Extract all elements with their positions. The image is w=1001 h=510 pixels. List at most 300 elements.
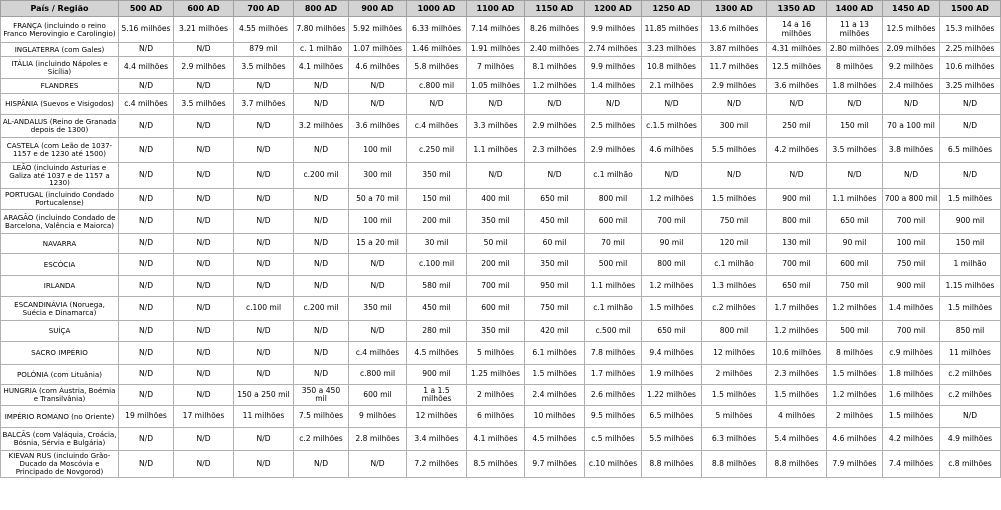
population-cell: 60 mil <box>525 234 585 254</box>
population-cell: 3.8 milhões <box>883 138 940 163</box>
population-cell: 1.2 milhões <box>525 79 585 94</box>
population-cell: N/D <box>234 210 294 234</box>
population-cell: 650 mil <box>767 276 827 297</box>
region-cell: HISPÂNIA (Suevos e Visigodos) <box>1 94 119 115</box>
population-cell: 750 mil <box>883 254 940 276</box>
population-cell: 11 a 13 milhões <box>827 17 883 43</box>
population-cell: 4.6 milhões <box>349 57 407 79</box>
population-cell: 350 mil <box>467 321 525 342</box>
region-cell: NAVARRA <box>1 234 119 254</box>
population-cell: 4.2 milhões <box>883 428 940 451</box>
table-row <box>1 234 1001 254</box>
population-cell: 4.1 milhões <box>467 428 525 451</box>
population-cell: 1.5 milhões <box>940 189 1001 210</box>
population-cell: 3.5 milhões <box>234 57 294 79</box>
population-cell: c.2 milhões <box>940 385 1001 406</box>
population-cell: 1.2 milhões <box>827 385 883 406</box>
population-cell: 1.5 milhões <box>642 297 702 321</box>
population-cell: N/D <box>174 79 234 94</box>
population-cell: 8.5 milhões <box>467 451 525 478</box>
population-cell: c.250 mil <box>407 138 467 163</box>
population-cell: 12 milhões <box>702 342 767 365</box>
population-cell: N/D <box>294 138 349 163</box>
population-cell: 8.1 milhões <box>525 57 585 79</box>
population-cell: 900 mil <box>940 210 1001 234</box>
population-cell: N/D <box>940 163 1001 189</box>
table-row <box>1 406 1001 428</box>
population-cell: N/D <box>119 210 174 234</box>
population-cell: N/D <box>174 297 234 321</box>
population-cell: 1 a 1.5 milhões <box>407 385 467 406</box>
population-cell: 5.8 milhões <box>407 57 467 79</box>
population-cell: 90 mil <box>827 234 883 254</box>
population-cell: N/D <box>174 365 234 385</box>
column-header-year: 1200 AD <box>585 1 642 17</box>
population-cell: 11.85 milhões <box>642 17 702 43</box>
population-cell: 850 mil <box>940 321 1001 342</box>
population-cell: N/D <box>294 451 349 478</box>
table-row <box>1 297 1001 321</box>
population-cell: 3.87 milhões <box>702 43 767 57</box>
population-cell: 7.8 milhões <box>585 342 642 365</box>
population-cell: 450 mil <box>525 210 585 234</box>
population-cell: N/D <box>174 138 234 163</box>
population-cell: 11 milhões <box>940 342 1001 365</box>
population-cell: 4.5 milhões <box>525 428 585 451</box>
population-cell: N/D <box>642 163 702 189</box>
population-cell: N/D <box>827 163 883 189</box>
population-cell: c.9 milhões <box>883 342 940 365</box>
table-row <box>1 189 1001 210</box>
region-cell: KIEVAN RUS (incluindo Grão-Ducado da Moscóvia e Principado de Novgorod) <box>1 451 119 478</box>
population-cell: 150 mil <box>827 115 883 138</box>
population-cell: N/D <box>174 276 234 297</box>
population-cell: 2.9 milhões <box>525 115 585 138</box>
population-cell: N/D <box>407 94 467 115</box>
population-cell: N/D <box>642 94 702 115</box>
population-cell: 100 mil <box>883 234 940 254</box>
population-cell: 1.2 milhões <box>642 276 702 297</box>
population-cell: N/D <box>119 365 174 385</box>
population-cell: c.5 milhões <box>585 428 642 451</box>
population-cell: 6.3 milhões <box>702 428 767 451</box>
population-cell: 5.5 milhões <box>702 138 767 163</box>
population-cell: 2.4 milhões <box>883 79 940 94</box>
table-row <box>1 163 1001 189</box>
population-cell: 13.6 milhões <box>702 17 767 43</box>
column-header-region: País / Região <box>1 1 119 17</box>
population-cell: 2.1 milhões <box>642 79 702 94</box>
table-row <box>1 428 1001 451</box>
region-cell: FLANDRES <box>1 79 119 94</box>
population-cell: 7.9 milhões <box>827 451 883 478</box>
column-header-year: 900 AD <box>349 1 407 17</box>
population-cell: 1.1 milhões <box>585 276 642 297</box>
population-cell: 5.4 milhões <box>767 428 827 451</box>
population-cell: N/D <box>525 94 585 115</box>
population-cell: 50 mil <box>467 234 525 254</box>
region-cell: SUÍÇA <box>1 321 119 342</box>
population-cell: 90 mil <box>642 234 702 254</box>
region-cell: INGLATERRA (com Gales) <box>1 43 119 57</box>
population-cell: N/D <box>883 94 940 115</box>
population-cell: 1.5 milhões <box>767 385 827 406</box>
population-cell: 3.23 milhões <box>642 43 702 57</box>
population-cell: 879 mil <box>234 43 294 57</box>
population-cell: c.10 milhões <box>585 451 642 478</box>
column-header-year: 700 AD <box>234 1 294 17</box>
population-cell: 500 mil <box>827 321 883 342</box>
region-cell: CASTELA (com Leão de 1037- 1157 e de 1230 até 1500) <box>1 138 119 163</box>
population-cell: N/D <box>174 385 234 406</box>
table-row <box>1 115 1001 138</box>
population-cell: 1.05 milhões <box>467 79 525 94</box>
population-cell: 5.5 milhões <box>642 428 702 451</box>
region-cell: ESCÓCIA <box>1 254 119 276</box>
population-cell: 4.5 milhões <box>407 342 467 365</box>
population-cell: N/D <box>119 163 174 189</box>
population-cell: 12 milhões <box>407 406 467 428</box>
population-cell: 1.22 milhões <box>642 385 702 406</box>
population-cell: 9 milhões <box>349 406 407 428</box>
population-cell: 1.7 milhões <box>767 297 827 321</box>
population-cell: 280 mil <box>407 321 467 342</box>
population-cell: 1.1 milhões <box>467 138 525 163</box>
population-cell: N/D <box>349 94 407 115</box>
population-cell: 650 mil <box>525 189 585 210</box>
region-cell: IRLANDA <box>1 276 119 297</box>
population-cell: 2.5 milhões <box>585 115 642 138</box>
population-cell: N/D <box>234 189 294 210</box>
population-cell: 700 mil <box>467 276 525 297</box>
population-cell: 6.5 milhões <box>940 138 1001 163</box>
population-cell: 2.40 milhões <box>525 43 585 57</box>
population-cell: N/D <box>234 321 294 342</box>
population-cell: 150 mil <box>407 189 467 210</box>
population-cell: N/D <box>174 189 234 210</box>
population-cell: 8.8 milhões <box>767 451 827 478</box>
population-cell: c.2 milhões <box>702 297 767 321</box>
population-cell: c.2 milhões <box>940 365 1001 385</box>
population-cell: N/D <box>294 234 349 254</box>
population-cell: c.100 mil <box>234 297 294 321</box>
population-cell: 580 mil <box>407 276 467 297</box>
population-cell: 7.4 milhões <box>883 451 940 478</box>
population-cell: c.1 milhão <box>585 297 642 321</box>
column-header-year: 1100 AD <box>467 1 525 17</box>
population-cell: 200 mil <box>407 210 467 234</box>
population-cell: N/D <box>174 163 234 189</box>
population-cell: 4.31 milhões <box>767 43 827 57</box>
table-row <box>1 385 1001 406</box>
population-cell: 1.5 milhões <box>827 365 883 385</box>
column-header-year: 1000 AD <box>407 1 467 17</box>
population-cell: 950 mil <box>525 276 585 297</box>
population-cell: 1.5 milhões <box>940 297 1001 321</box>
population-cell: N/D <box>119 138 174 163</box>
population-cell: N/D <box>940 115 1001 138</box>
population-cell: 8 milhões <box>827 57 883 79</box>
population-cell: N/D <box>294 189 349 210</box>
population-cell: N/D <box>174 342 234 365</box>
population-cell: 600 mil <box>349 385 407 406</box>
population-cell: 700 a 800 mil <box>883 189 940 210</box>
population-cell: 700 mil <box>883 210 940 234</box>
population-cell: 1.91 milhões <box>467 43 525 57</box>
population-cell: 650 mil <box>642 321 702 342</box>
column-header-year: 1250 AD <box>642 1 702 17</box>
population-cell: 8.8 milhões <box>702 451 767 478</box>
region-cell: HUNGRIA (com Áustria, Boémia e Transilvânia) <box>1 385 119 406</box>
population-cell: c. 1 milhão <box>294 43 349 57</box>
population-cell: c.2 milhões <box>294 428 349 451</box>
population-cell: 3.6 milhões <box>349 115 407 138</box>
region-cell: IMPÉRIO ROMANO (no Oriente) <box>1 406 119 428</box>
table-row <box>1 254 1001 276</box>
population-cell: 2.09 milhões <box>883 43 940 57</box>
region-cell: SACRO IMPÉRIO <box>1 342 119 365</box>
population-cell: 3.21 milhões <box>174 17 234 43</box>
population-cell: 7.80 milhões <box>294 17 349 43</box>
population-cell: N/D <box>174 428 234 451</box>
population-cell: 600 mil <box>585 210 642 234</box>
population-cell: 2.25 milhões <box>940 43 1001 57</box>
population-cell: N/D <box>119 428 174 451</box>
population-cell: 1.1 milhões <box>827 189 883 210</box>
population-cell: 70 mil <box>585 234 642 254</box>
region-cell: ITÁLIA (incluindo Nápoles e Sicília) <box>1 57 119 79</box>
population-cell: 3.6 milhões <box>767 79 827 94</box>
population-cell: 15 a 20 mil <box>349 234 407 254</box>
population-cell: 3.2 milhões <box>294 115 349 138</box>
population-cell: N/D <box>702 163 767 189</box>
population-cell: 14 a 16 milhões <box>767 17 827 43</box>
population-cell: 700 mil <box>767 254 827 276</box>
population-cell: N/D <box>234 276 294 297</box>
population-cell: 100 mil <box>349 138 407 163</box>
population-cell: 420 mil <box>525 321 585 342</box>
population-cell: 900 mil <box>883 276 940 297</box>
population-cell: 2.3 milhões <box>767 365 827 385</box>
population-cell: c.4 milhões <box>349 342 407 365</box>
population-cell: 9.5 milhões <box>585 406 642 428</box>
population-cell: 150 a 250 mil <box>234 385 294 406</box>
population-cell: N/D <box>349 254 407 276</box>
population-cell: N/D <box>940 406 1001 428</box>
population-cell: c.8 milhões <box>940 451 1001 478</box>
population-cell: 6.1 milhões <box>525 342 585 365</box>
population-cell: N/D <box>119 276 174 297</box>
population-cell: c.1.5 milhões <box>642 115 702 138</box>
population-cell: 120 mil <box>702 234 767 254</box>
population-cell: N/D <box>234 138 294 163</box>
population-cell: 8.8 milhões <box>642 451 702 478</box>
population-cell: N/D <box>467 94 525 115</box>
population-cell: 4.55 milhões <box>234 17 294 43</box>
population-cell: 10.8 milhões <box>642 57 702 79</box>
population-cell: 1.2 milhões <box>767 321 827 342</box>
population-cell: 4.1 milhões <box>294 57 349 79</box>
population-cell: 2 milhões <box>467 385 525 406</box>
population-cell: N/D <box>525 163 585 189</box>
population-cell: N/D <box>234 234 294 254</box>
population-cell: N/D <box>234 79 294 94</box>
population-cell: 1.8 milhões <box>883 365 940 385</box>
population-cell: 450 mil <box>407 297 467 321</box>
table-row <box>1 43 1001 57</box>
population-cell: 5.16 milhões <box>119 17 174 43</box>
population-cell: 1.07 milhões <box>349 43 407 57</box>
population-cell: 4.9 milhões <box>940 428 1001 451</box>
population-cell: N/D <box>294 276 349 297</box>
population-cell: 5 milhões <box>467 342 525 365</box>
population-cell: 1.25 milhões <box>467 365 525 385</box>
population-cell: 1.46 milhões <box>407 43 467 57</box>
population-cell: N/D <box>174 254 234 276</box>
header-row <box>1 1 1001 17</box>
population-cell: N/D <box>119 79 174 94</box>
region-cell: FRANÇA (incluindo o reino Franco Merovingio e Carolingio) <box>1 17 119 43</box>
population-cell: N/D <box>119 451 174 478</box>
population-cell: 15.3 milhões <box>940 17 1001 43</box>
table-row <box>1 57 1001 79</box>
population-cell: 1.2 milhões <box>642 189 702 210</box>
population-cell: 600 mil <box>467 297 525 321</box>
population-cell: 350 mil <box>407 163 467 189</box>
population-cell: 2.80 milhões <box>827 43 883 57</box>
population-cell: 3.3 milhões <box>467 115 525 138</box>
table-row <box>1 276 1001 297</box>
population-cell: c.100 mil <box>407 254 467 276</box>
region-cell: POLÓNIA (com Lituânia) <box>1 365 119 385</box>
population-cell: 7.5 milhões <box>294 406 349 428</box>
population-cell: N/D <box>234 451 294 478</box>
population-cell: 11.7 milhões <box>702 57 767 79</box>
table-row <box>1 451 1001 478</box>
population-cell: c.800 mil <box>407 79 467 94</box>
table-row <box>1 342 1001 365</box>
population-cell: N/D <box>294 210 349 234</box>
population-cell: 1 milhão <box>940 254 1001 276</box>
population-cell: 8.26 milhões <box>525 17 585 43</box>
population-cell: 900 mil <box>407 365 467 385</box>
population-cell: 130 mil <box>767 234 827 254</box>
population-cell: N/D <box>174 115 234 138</box>
population-cell: 2.6 milhões <box>585 385 642 406</box>
population-cell: 1.5 milhões <box>702 385 767 406</box>
population-cell: 300 mil <box>702 115 767 138</box>
population-cell: 1.5 milhões <box>883 406 940 428</box>
population-cell: 1.5 milhões <box>702 189 767 210</box>
population-cell: N/D <box>234 342 294 365</box>
population-cell: 12.5 milhões <box>767 57 827 79</box>
table-row <box>1 79 1001 94</box>
population-cell: 2 milhões <box>702 365 767 385</box>
population-cell: N/D <box>119 385 174 406</box>
table-row <box>1 210 1001 234</box>
table-row <box>1 365 1001 385</box>
population-cell: N/D <box>174 451 234 478</box>
population-cell: 12.5 milhões <box>883 17 940 43</box>
population-cell: 2.9 milhões <box>702 79 767 94</box>
population-cell: 9.9 milhões <box>585 57 642 79</box>
population-cell: 100 mil <box>349 210 407 234</box>
population-cell: 11 milhões <box>234 406 294 428</box>
population-cell: N/D <box>467 163 525 189</box>
population-cell: 1.7 milhões <box>585 365 642 385</box>
column-header-year: 1300 AD <box>702 1 767 17</box>
table-row <box>1 17 1001 43</box>
population-cell: 2.3 milhões <box>525 138 585 163</box>
population-cell: 2.9 milhões <box>585 138 642 163</box>
population-cell: N/D <box>119 321 174 342</box>
population-cell: 750 mil <box>702 210 767 234</box>
population-cell: 4.4 milhões <box>119 57 174 79</box>
population-cell: 3.5 milhões <box>827 138 883 163</box>
population-cell: N/D <box>349 276 407 297</box>
population-cell: 7.2 milhões <box>407 451 467 478</box>
population-cell: 3.5 milhões <box>174 94 234 115</box>
population-cell: 700 mil <box>883 321 940 342</box>
population-cell: 350 a 450 mil <box>294 385 349 406</box>
column-header-year: 1500 AD <box>940 1 1001 17</box>
population-cell: N/D <box>883 163 940 189</box>
population-cell: N/D <box>349 451 407 478</box>
population-cell: 6.33 milhões <box>407 17 467 43</box>
population-cell: 800 mil <box>642 254 702 276</box>
population-cell: c.200 mil <box>294 163 349 189</box>
population-cell: N/D <box>234 115 294 138</box>
population-cell: 1.4 milhões <box>585 79 642 94</box>
population-cell: 70 a 100 mil <box>883 115 940 138</box>
population-cell: 1.9 milhões <box>642 365 702 385</box>
population-cell: 250 mil <box>767 115 827 138</box>
population-cell: 4.2 milhões <box>767 138 827 163</box>
population-cell: 4.6 milhões <box>827 428 883 451</box>
column-header-year: 1350 AD <box>767 1 827 17</box>
population-cell: N/D <box>349 79 407 94</box>
population-cell: 50 a 70 mil <box>349 189 407 210</box>
population-cell: N/D <box>585 94 642 115</box>
population-cell: c.200 mil <box>294 297 349 321</box>
population-cell: 9.2 milhões <box>883 57 940 79</box>
population-cell: 3.7 milhões <box>234 94 294 115</box>
column-header-year: 800 AD <box>294 1 349 17</box>
population-cell: 1.4 milhões <box>883 297 940 321</box>
population-cell: 2.74 milhões <box>585 43 642 57</box>
population-cell: 7.14 milhões <box>467 17 525 43</box>
population-cell: N/D <box>767 163 827 189</box>
population-cell: 750 mil <box>525 297 585 321</box>
population-cell: 650 mil <box>827 210 883 234</box>
column-header-year: 1400 AD <box>827 1 883 17</box>
population-cell: N/D <box>702 94 767 115</box>
population-cell: N/D <box>119 297 174 321</box>
population-cell: N/D <box>294 94 349 115</box>
population-cell: 350 mil <box>525 254 585 276</box>
population-cell: N/D <box>234 254 294 276</box>
population-cell: 1.8 milhões <box>827 79 883 94</box>
column-header-year: 600 AD <box>174 1 234 17</box>
population-cell: 6 milhões <box>467 406 525 428</box>
population-cell: c.4 milhões <box>119 94 174 115</box>
population-cell: 800 mil <box>767 210 827 234</box>
population-cell: c.1 milhão <box>702 254 767 276</box>
population-cell: 350 mil <box>349 297 407 321</box>
population-cell: N/D <box>294 342 349 365</box>
population-cell: 3.25 milhões <box>940 79 1001 94</box>
population-cell: c.500 mil <box>585 321 642 342</box>
